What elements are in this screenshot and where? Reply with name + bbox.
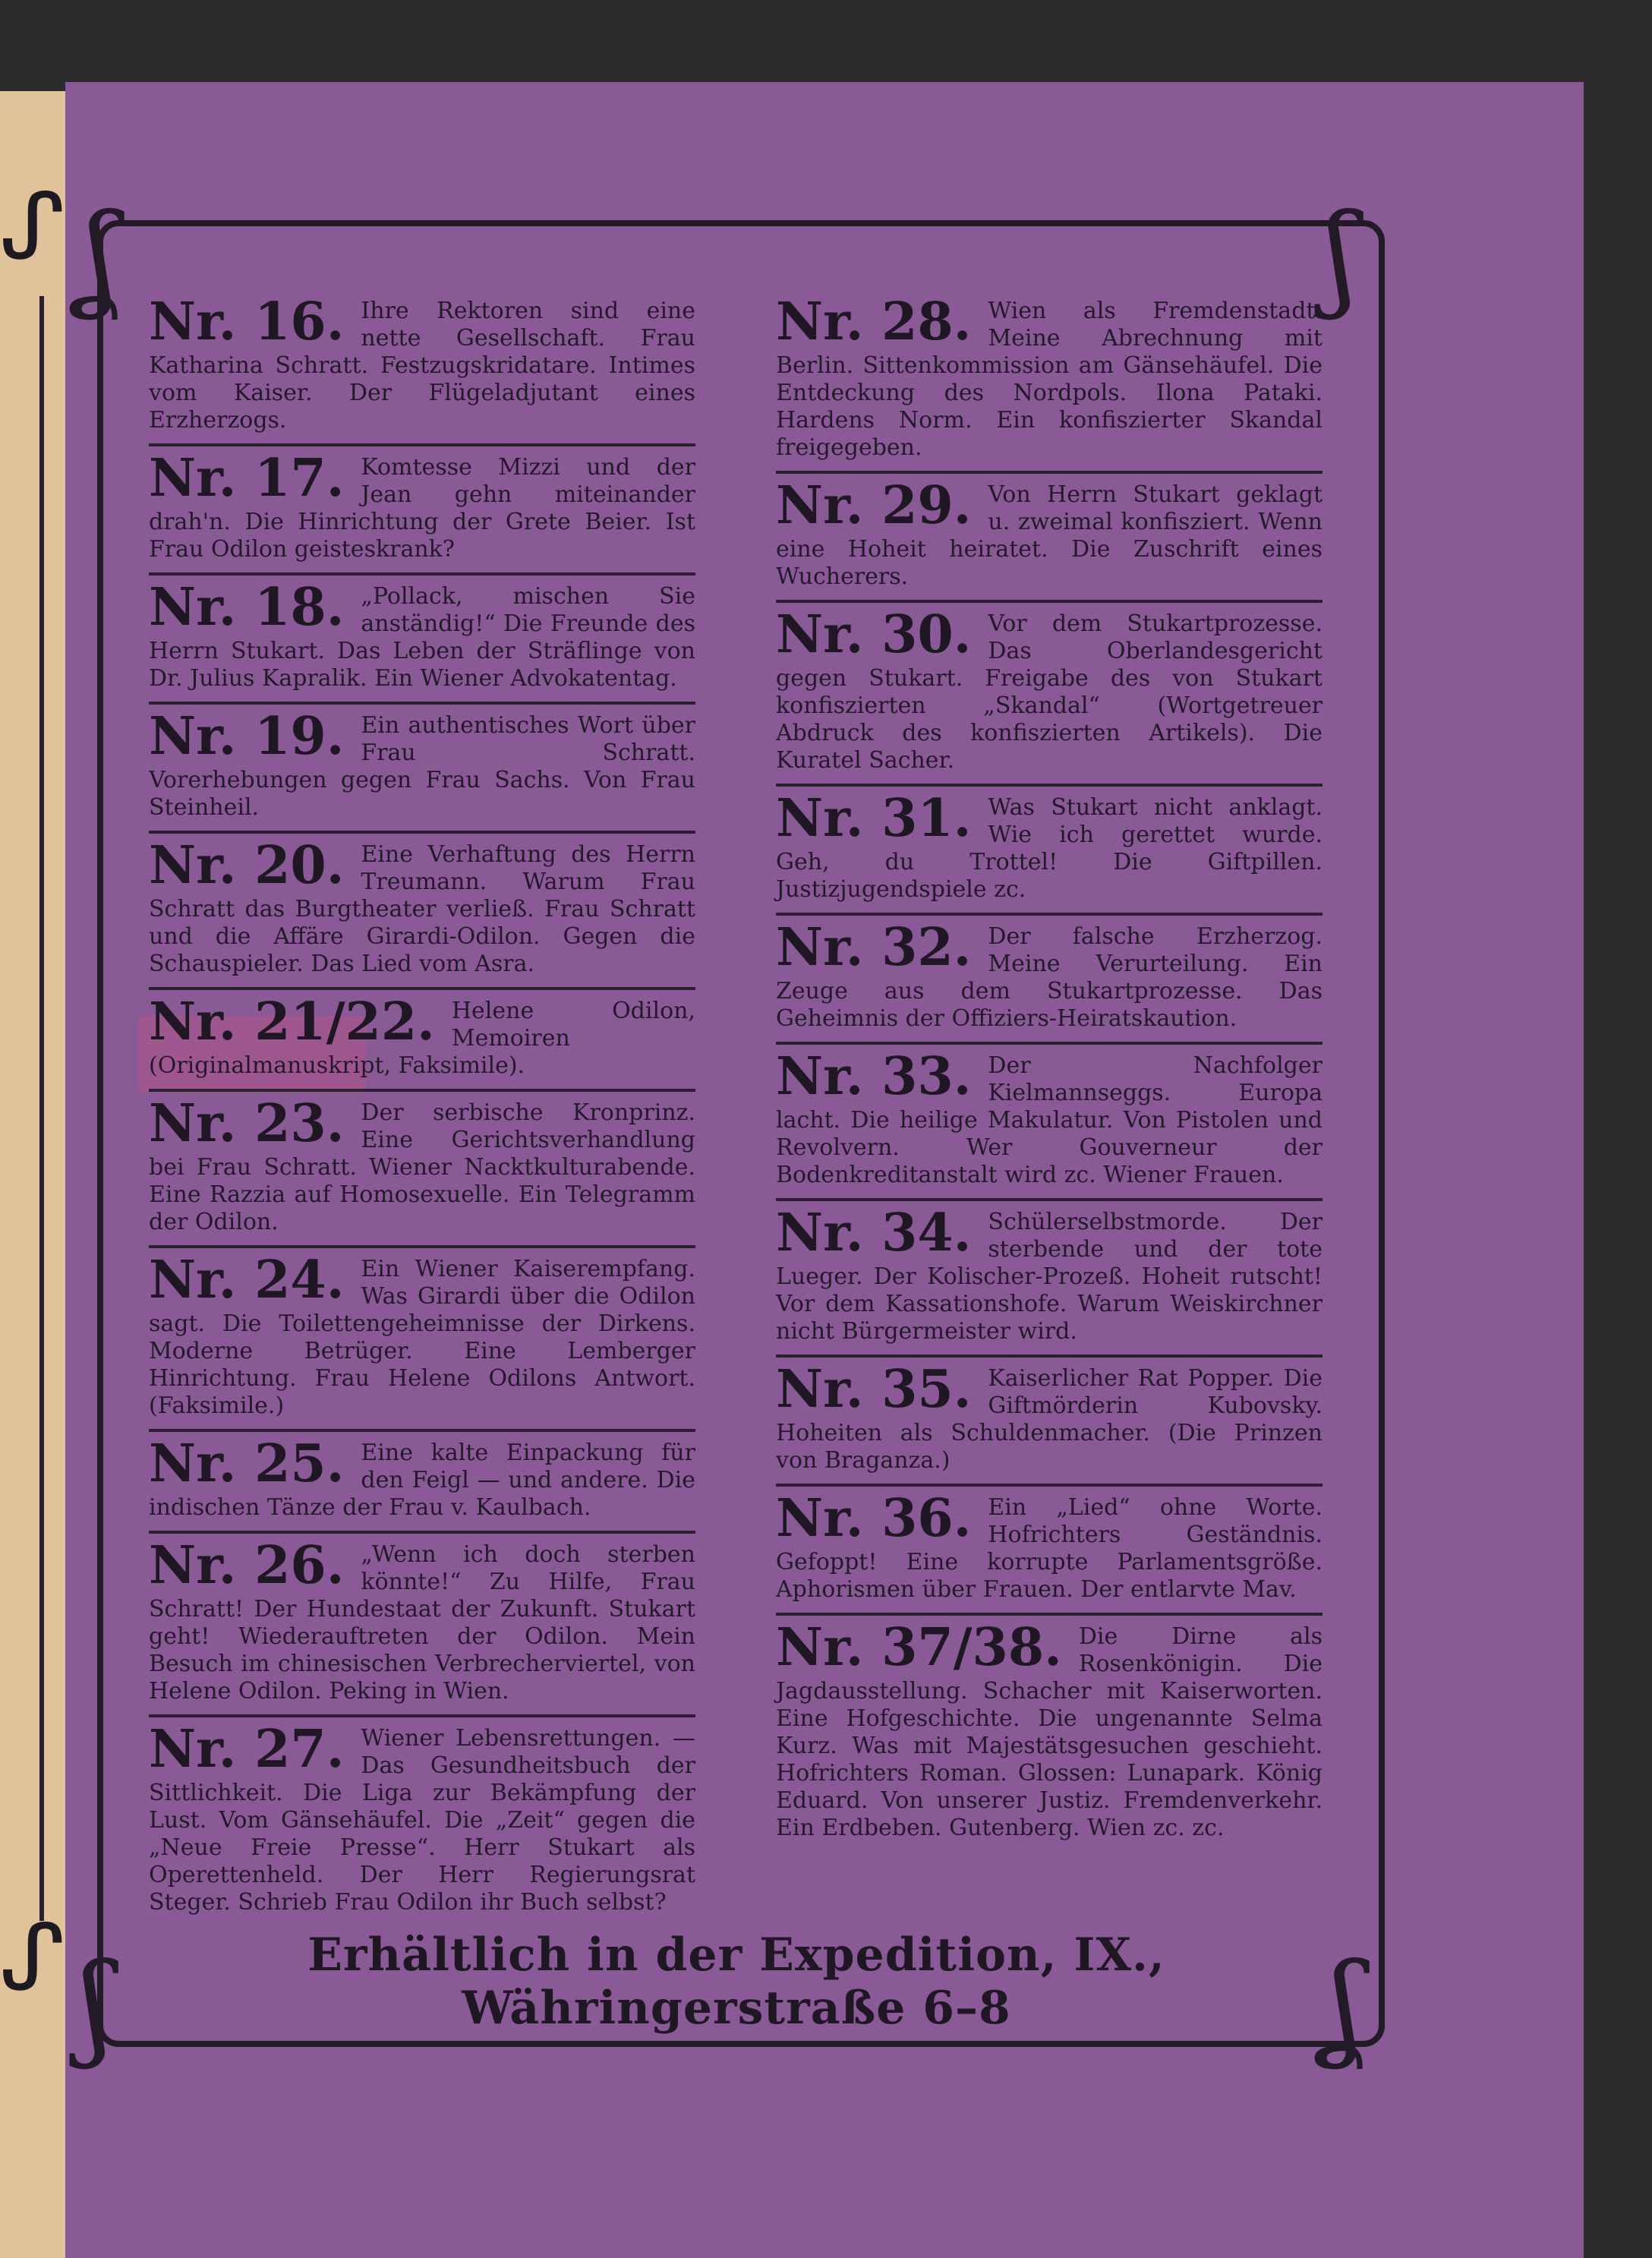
frame-corner-scroll-icon: ʃ	[1326, 190, 1357, 322]
issue-contents: Schülerselbstmorde. Der sterbende und der tote Lueger. Der Kolischer-Prozeß. Hoheit rutscht! Vor dem Kassationshofe. Warum Weiskirchner nicht Bürgermeister wird.	[776, 1209, 1323, 1345]
issue-number: Nr. 37/38.	[776, 1617, 1062, 1678]
issue-entry	[149, 1531, 695, 1714]
issue-list-left	[149, 292, 695, 1925]
issue-contents: Helene Odilon, Memoiren (Originalmanuskript, Faksimile).	[149, 998, 695, 1079]
backing-ornament-icon: ᔑ	[0, 1906, 65, 2011]
issue-entry	[776, 1198, 1323, 1354]
issue-contents: Ihre Rektoren sind eine nette Gesellschaft. Frau Katharina Schratt. Festzugskridatare. Intimes vom Kaiser. Der Flügeladjutant eines Erzherzogs.	[149, 298, 695, 434]
issue-number: Nr. 34.	[776, 1203, 972, 1263]
issue-number: Nr. 21/22.	[149, 992, 435, 1052]
issue-number: Nr. 27.	[149, 1719, 345, 1780]
issue-entry	[149, 1089, 695, 1245]
issue-contents: Der Nachfolger Kielmannseggs. Europa lacht. Die heilige Makulatur. Von Pistolen und Revolvern. Wer Gouverneur der Bodenkreditanstalt wird zc. Wiener Frauen.	[776, 1052, 1323, 1188]
footer-address: Erhältlich in der Expedition, IX., Währingerstraße 6–8	[307, 1928, 1165, 2035]
issue-contents: Der serbische Kronprinz. Eine Gerichtsverhandlung bei Frau Schratt. Wiener Nacktkulturabende. Eine Razzia auf Homosexuelle. Ein Telegramm der Odilon.	[149, 1099, 695, 1235]
issue-number: Nr. 29.	[776, 475, 972, 536]
backing-ornament-icon: ᔑ	[0, 175, 65, 280]
issue-number: Nr. 26.	[149, 1535, 345, 1596]
issue-number: Nr. 35.	[776, 1359, 972, 1420]
issue-number: Nr. 28.	[776, 292, 972, 352]
issue-entry	[776, 1042, 1323, 1198]
issue-entry	[149, 1714, 695, 1925]
issue-contents: Ein „Lied“ ohne Worte. Hofrichters Geständnis. Gefoppt! Eine korrupte Parlamentsgröße. Aphorismen über Frauen. Der entlarvte Mav.	[776, 1494, 1323, 1603]
issue-contents: Eine kalte Einpackung für den Feigl — und andere. Die indischen Tänze der Frau v. Kaulbach.	[149, 1440, 695, 1521]
issue-contents: Der falsche Erzherzog. Meine Verurteilung. Ein Zeuge aus dem Stukartprozesse. Das Geheimnis der Offiziers-Heiratskaution.	[776, 923, 1323, 1032]
issue-entry	[776, 600, 1323, 784]
issue-entry	[149, 572, 695, 702]
issue-entry	[149, 987, 695, 1089]
issue-contents: „Pollack, mischen Sie anständig!“ Die Freunde des Herrn Stukart. Das Leben der Sträflinge von Dr. Julius Kapralik. Ein Wiener Advokatentag.	[149, 583, 695, 692]
frame-corner-scroll-icon: ʆ	[1326, 1939, 1363, 2071]
issue-entry	[149, 831, 695, 987]
issue-number: Nr. 25.	[149, 1433, 345, 1494]
frame-corner-scroll-icon: ʆ	[80, 190, 118, 322]
issue-entry	[149, 1429, 695, 1531]
issue-number: Nr. 31.	[776, 788, 972, 849]
issue-entry	[776, 1354, 1323, 1484]
backing-page-border	[39, 296, 55, 1921]
issue-number: Nr. 36.	[776, 1488, 972, 1549]
issue-entry	[776, 784, 1323, 913]
issue-contents: Die Dirne als Rosenkönigin. Die Jagdausstellung. Schacher mit Kaiserworten. Eine Hofgeschichte. Die ungenannte Selma Kurz. Was mit Majestätsgesuchen geschieht. Hofrichters Roman. Glossen: Lunapark. König Eduard. Von unserer Justiz. Fremdenverkehr. Ein Erdbeben. Gutenberg. Wien zc. zc.	[776, 1623, 1323, 1841]
issue-number: Nr. 23.	[149, 1093, 345, 1154]
issue-number: Nr. 17.	[149, 448, 345, 509]
issue-contents: Ein authentisches Wort über Frau Schratt. Vorerhebungen gegen Frau Sachs. Von Frau Steinheil.	[149, 712, 695, 821]
issue-entry	[149, 292, 695, 443]
issue-number: Nr. 20.	[149, 835, 345, 896]
issue-contents: Komtesse Mizzi und der Jean gehn miteinander drah'n. Die Hinrichtung der Grete Beier. Ist Frau Odilon geisteskrank?	[149, 454, 695, 563]
issue-number: Nr. 33.	[776, 1046, 972, 1107]
issue-contents: Von Herrn Stukart geklagt u. zweimal konfisziert. Wenn eine Hoheit heiratet. Die Zuschrift eines Wucherers.	[776, 481, 1323, 590]
issue-contents: Eine Verhaftung des Herrn Treumann. Warum Frau Schratt das Burgtheater verließ. Frau Schratt und die Affäre Girardi-Odilon. Gegen die Schauspieler. Das Lied vom Asra.	[149, 841, 695, 977]
issue-number: Nr. 24.	[149, 1250, 345, 1310]
issue-entry	[776, 292, 1323, 471]
issue-entry	[776, 471, 1323, 600]
issue-entry	[776, 1613, 1323, 1851]
issue-entry	[149, 702, 695, 831]
issue-entry	[776, 1484, 1323, 1613]
issue-contents: Was Stukart nicht anklagt. Wie ich gerettet wurde. Geh, du Trottel! Die Giftpillen. Justizjugendspiele zc.	[776, 794, 1323, 903]
issue-contents: Wiener Lebensrettungen. — Das Gesundheitsbuch der Sittlichkeit. Die Liga zur Bekämpfung der Lust. Vom Gänsehäufel. Die „Zeit“ gegen die „Neue Freie Presse“. Herr Stukart als Operettenheld. Der Herr Regierungsrat Steger. Schrieb Frau Odilon ihr Buch selbst?	[149, 1725, 695, 1916]
issue-number: Nr. 19.	[149, 706, 345, 767]
issue-number: Nr. 16.	[149, 292, 345, 352]
issue-number: Nr. 30.	[776, 604, 972, 665]
issue-number: Nr. 32.	[776, 917, 972, 978]
issue-entry	[149, 443, 695, 572]
issue-contents: Wien als Fremdenstadt. Meine Abrechnung mit Berlin. Sittenkommission am Gänsehäufel. Die Entdeckung des Nordpols. Ilona Pataki. Hardens Norm. Ein konfiszierter Skandal freigegeben.	[776, 298, 1323, 461]
frame-corner-scroll-icon: ʃ	[80, 1939, 112, 2071]
issue-contents: Ein Wiener Kaiserempfang. Was Girardi über die Odilon sagt. Die Toilettengeheimnisse der Dirkens. Moderne Betrüger. Eine Lemberger Hinrichtung. Frau Helene Odilons Antwort. (Faksimile.)	[149, 1256, 695, 1419]
issue-contents: Kaiserlicher Rat Popper. Die Giftmörderin Kubovsky. Hoheiten als Schuldenmacher. (Die Prinzen von Braganza.)	[776, 1365, 1323, 1474]
issue-number: Nr. 18.	[149, 577, 345, 638]
issue-contents: „Wenn ich doch sterben könnte!“ Zu Hilfe, Frau Schratt! Der Hundestaat der Zukunft. Stukart geht! Wiederauftreten der Odilon. Mein Besuch im chinesischen Verbrecherviertel, von Helene Odilon. Peking in Wien.	[149, 1541, 695, 1705]
issue-entry	[149, 1245, 695, 1429]
issue-entry	[776, 913, 1323, 1042]
issue-list-right	[776, 292, 1323, 1851]
issue-contents: Vor dem Stukartprozesse. Das Oberlandesgericht gegen Stukart. Freigabe des von Stukart konfiszierten „Skandal“ (Wortgetreuer Abdruck des konfiszierten Artikels). Die Kuratel Sacher.	[776, 610, 1323, 774]
